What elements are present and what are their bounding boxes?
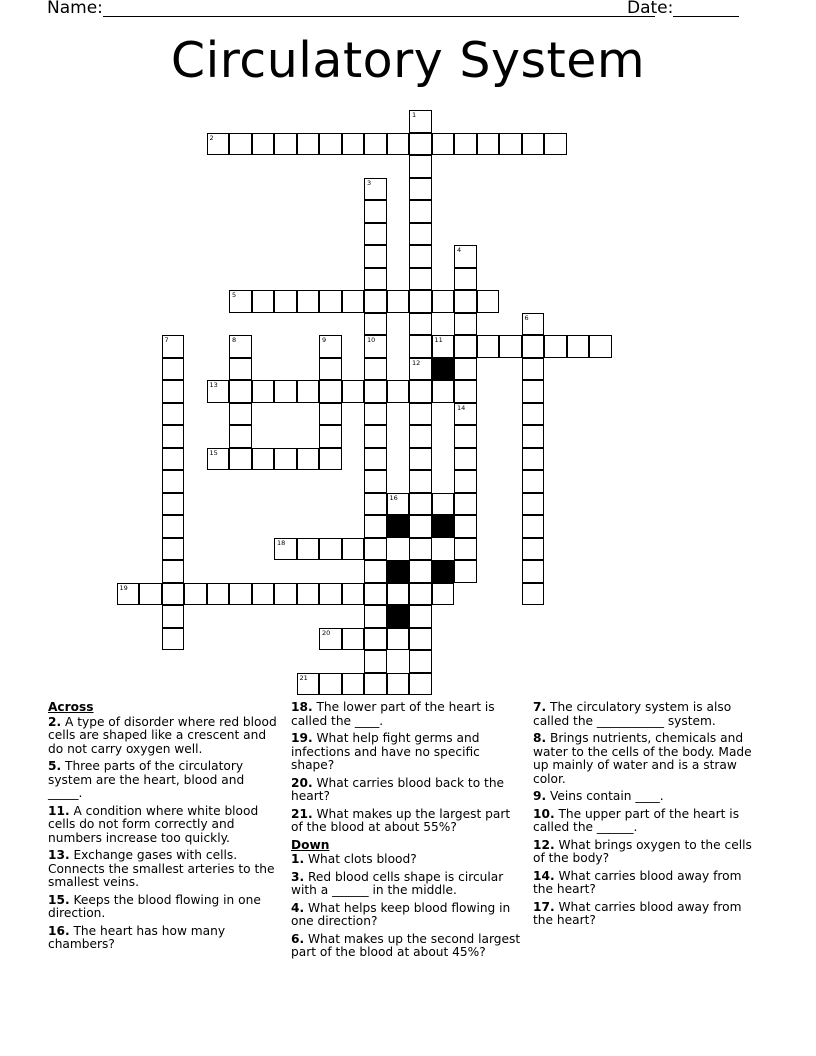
crossword-cell[interactable] — [387, 493, 410, 516]
clue-item-text: What help fight germs and infections and have no specific shape? — [291, 731, 480, 772]
crossword-cell[interactable] — [364, 245, 387, 268]
crossword-cell[interactable] — [342, 583, 365, 606]
crossword-cell[interactable] — [319, 290, 342, 313]
clue-number: 12 — [412, 358, 421, 367]
clues-heading: Down — [291, 837, 330, 852]
crossword-cell[interactable] — [162, 493, 185, 516]
crossword-cell[interactable] — [522, 133, 545, 156]
crossword-cell[interactable] — [162, 515, 185, 538]
crossword-cell[interactable] — [252, 380, 275, 403]
clue-item — [533, 701, 765, 728]
clue-item-text: The upper part of the heart is called the ______. — [533, 806, 740, 834]
crossword-cell[interactable] — [409, 335, 432, 358]
crossword-cell[interactable] — [364, 200, 387, 223]
clue-number: 4 — [457, 246, 462, 254]
crossword-cell[interactable] — [342, 380, 365, 403]
crossword-cell[interactable] — [454, 560, 477, 583]
crossword-cell[interactable] — [252, 448, 275, 471]
clue-item-text: Veins contain ____. — [550, 789, 664, 803]
clue-item-number: 12. — [533, 837, 555, 852]
clue-item — [291, 933, 523, 960]
crossword-cell[interactable] — [364, 560, 387, 583]
clue-item-text: Exchange gases with cells. Connects the smallest arteries to the smallest veins. — [48, 848, 275, 889]
clue-item-text: What helps keep blood flowing in one direction? — [291, 900, 511, 928]
crossword-cell[interactable] — [409, 515, 432, 538]
clue-item-text: The circulatory system is also called the ___________ system. — [533, 700, 732, 728]
crossword-cell[interactable] — [409, 155, 432, 178]
crossword-cell[interactable] — [297, 583, 320, 606]
crossword-cell[interactable] — [409, 358, 432, 381]
crossword-cell[interactable] — [477, 335, 500, 358]
crossword-cell[interactable] — [432, 290, 455, 313]
clue-item — [291, 853, 523, 867]
crossword-cell[interactable] — [499, 133, 522, 156]
block-cell — [432, 358, 455, 381]
clue-number: 9 — [322, 336, 327, 344]
date-label: Date: — [627, 0, 674, 18]
crossword-cell[interactable] — [274, 133, 297, 156]
crossword-cell[interactable] — [229, 133, 252, 156]
block-cell — [387, 515, 410, 538]
crossword-cell[interactable] — [319, 628, 342, 651]
crossword-cell[interactable] — [364, 425, 387, 448]
crossword-cell[interactable] — [162, 335, 185, 358]
crossword-cell[interactable] — [252, 583, 275, 606]
clue-number: 18 — [277, 538, 286, 547]
crossword-cell[interactable] — [454, 538, 477, 561]
crossword-cell[interactable] — [522, 403, 545, 426]
clue-item-text: The lower part of the heart is called the ____. — [291, 700, 495, 728]
crossword-cell[interactable] — [364, 448, 387, 471]
crossword-cell[interactable] — [364, 358, 387, 381]
clue-item-text: Brings nutrients, chemicals and water to the cells of the body. Made up mainly of water and is a straw color. — [533, 731, 752, 786]
crossword-cell[interactable] — [162, 560, 185, 583]
clue-item-text: Red blood cells shape is circular with a ______ in the middle. — [291, 869, 504, 897]
crossword-cell[interactable] — [432, 380, 455, 403]
crossword-cell[interactable] — [229, 425, 252, 448]
crossword-cell[interactable] — [319, 425, 342, 448]
clue-item — [291, 701, 523, 728]
crossword-cell[interactable] — [409, 650, 432, 673]
crossword-cell[interactable] — [342, 628, 365, 651]
crossword-cell[interactable] — [229, 290, 252, 313]
crossword-cell[interactable] — [252, 133, 275, 156]
clue-item-text: What brings oxygen to the cells of the body? — [533, 837, 752, 865]
clue-item-number: 1. — [291, 852, 305, 866]
crossword-cell[interactable] — [364, 538, 387, 561]
crossword-cell[interactable] — [274, 380, 297, 403]
clues-heading: Across — [48, 700, 94, 714]
crossword-cell[interactable] — [364, 628, 387, 651]
clue-item — [533, 870, 765, 897]
clue-item — [291, 777, 523, 804]
clue-number: 10 — [367, 336, 376, 344]
block-cell — [432, 515, 455, 538]
crossword-cell[interactable] — [409, 290, 432, 313]
clue-item-number: 21. — [291, 806, 313, 821]
crossword-cell[interactable] — [364, 650, 387, 673]
clue-item-text: Three parts of the circulatory system are the heart, blood and _____. — [48, 759, 245, 800]
clues-column-3 — [533, 701, 765, 932]
crossword-cell[interactable] — [409, 223, 432, 246]
crossword-cell[interactable] — [454, 245, 477, 268]
clue-number: 14 — [457, 403, 466, 412]
crossword-cell[interactable] — [319, 133, 342, 156]
crossword-cell[interactable] — [522, 313, 545, 336]
crossword-cell[interactable] — [297, 538, 320, 561]
clue-item-number: 20. — [291, 775, 313, 790]
crossword-cell[interactable] — [387, 628, 410, 651]
clue-item — [291, 732, 523, 773]
crossword-cell[interactable] — [117, 583, 140, 606]
clue-item-number: 11. — [48, 803, 70, 818]
crossword-cell[interactable] — [162, 403, 185, 426]
crossword-cell[interactable] — [364, 313, 387, 336]
crossword-cell[interactable] — [522, 493, 545, 516]
crossword-cell[interactable] — [454, 268, 477, 291]
crossword-cell[interactable] — [409, 133, 432, 156]
crossword-cell[interactable] — [364, 133, 387, 156]
crossword-cell[interactable] — [319, 335, 342, 358]
crossword-cell[interactable] — [454, 403, 477, 426]
crossword-cell[interactable] — [522, 560, 545, 583]
clue-item — [48, 760, 280, 801]
crossword-cell[interactable] — [567, 335, 590, 358]
block-cell — [432, 560, 455, 583]
crossword-cell[interactable] — [319, 538, 342, 561]
clue-number: 11 — [434, 336, 443, 344]
clue-item-number: 17. — [533, 899, 555, 914]
crossword-cell[interactable] — [162, 538, 185, 561]
clue-item-text: What carries blood away from the heart? — [533, 868, 742, 896]
clue-item-number: 5. — [48, 759, 62, 773]
crossword-cell[interactable] — [229, 403, 252, 426]
crossword-cell[interactable] — [207, 133, 230, 156]
crossword-cell[interactable] — [319, 380, 342, 403]
clue-item — [291, 871, 523, 898]
crossword-cell[interactable] — [477, 133, 500, 156]
crossword-cell[interactable] — [274, 290, 297, 313]
clue-item-number: 4. — [291, 900, 305, 915]
crossword-cell[interactable] — [409, 245, 432, 268]
clue-number: 16 — [389, 493, 398, 502]
crossword-cell[interactable] — [522, 470, 545, 493]
clue-item-number: 6. — [291, 931, 305, 946]
crossword-cell[interactable] — [409, 538, 432, 561]
crossword-cell[interactable] — [522, 583, 545, 606]
crossword-cell[interactable] — [297, 380, 320, 403]
crossword-cell[interactable] — [162, 380, 185, 403]
clue-number: 1 — [412, 111, 417, 119]
crossword-cell[interactable] — [364, 178, 387, 201]
clue-number: 15 — [209, 448, 218, 457]
crossword-cell[interactable] — [162, 425, 185, 448]
crossword-cell[interactable] — [364, 335, 387, 358]
crossword-cell[interactable] — [454, 380, 477, 403]
crossword-cell[interactable] — [409, 673, 432, 696]
crossword-cell[interactable] — [589, 335, 612, 358]
clue-item — [291, 902, 523, 929]
crossword-cell[interactable] — [274, 538, 297, 561]
clue-item-number: 8. — [533, 731, 547, 745]
crossword-cell[interactable] — [342, 673, 365, 696]
crossword-cell[interactable] — [364, 583, 387, 606]
clue-number: 8 — [232, 336, 237, 344]
clue-number: 13 — [209, 381, 218, 389]
crossword-cell[interactable] — [364, 605, 387, 628]
clue-item-text: A condition where white blood cells do not form correctly and numbers increase too quickly. — [48, 803, 259, 845]
crossword-cell[interactable] — [409, 178, 432, 201]
block-cell — [387, 560, 410, 583]
crossword-cell[interactable] — [454, 313, 477, 336]
clue-number: 19 — [119, 583, 128, 592]
crossword-cell[interactable] — [522, 448, 545, 471]
clue-item — [533, 808, 765, 835]
crossword-cell[interactable] — [477, 290, 500, 313]
crossword-cell[interactable] — [342, 538, 365, 561]
clue-item-text: What carries blood away from the heart? — [533, 899, 742, 927]
crossword-cell[interactable] — [364, 268, 387, 291]
crossword-cell[interactable] — [162, 470, 185, 493]
crossword-cell[interactable] — [364, 673, 387, 696]
crossword-cell[interactable] — [544, 335, 567, 358]
clue-item-text: Keeps the blood flowing in one direction. — [48, 892, 261, 920]
clue-number: 6 — [524, 313, 529, 322]
clue-item-number: 18. — [291, 700, 313, 714]
crossword-cell[interactable] — [252, 290, 275, 313]
crossword-cell[interactable] — [364, 223, 387, 246]
crossword-cell[interactable] — [319, 358, 342, 381]
crossword-cell[interactable] — [297, 133, 320, 156]
crossword-cell[interactable] — [274, 448, 297, 471]
crossword-cell[interactable] — [454, 290, 477, 313]
clue-item-number: 3. — [291, 869, 305, 884]
clue-number: 3 — [367, 178, 372, 187]
crossword-cell[interactable] — [184, 583, 207, 606]
crossword-cell[interactable] — [454, 358, 477, 381]
crossword-cell[interactable] — [409, 470, 432, 493]
crossword-cell[interactable] — [522, 515, 545, 538]
clue-item — [291, 808, 523, 835]
crossword-cell[interactable] — [522, 425, 545, 448]
crossword-cell[interactable] — [409, 628, 432, 651]
crossword-cell[interactable] — [387, 673, 410, 696]
page-title: Circulatory System — [170, 32, 646, 89]
clue-item-number: 9. — [533, 789, 547, 803]
crossword-cell[interactable] — [454, 425, 477, 448]
crossword-cell[interactable] — [432, 583, 455, 606]
crossword-cell[interactable] — [454, 515, 477, 538]
crossword-cell[interactable] — [522, 358, 545, 381]
crossword-cell[interactable] — [454, 493, 477, 516]
clue-item — [48, 716, 280, 757]
clue-item-number: 10. — [533, 806, 555, 821]
crossword-cell[interactable] — [364, 493, 387, 516]
crossword-cell[interactable] — [229, 335, 252, 358]
crossword-cell[interactable] — [499, 335, 522, 358]
crossword-cell[interactable] — [162, 358, 185, 381]
clue-number: 20 — [322, 628, 331, 637]
crossword-cell[interactable] — [409, 605, 432, 628]
crossword-cell[interactable] — [409, 200, 432, 223]
crossword-cell[interactable] — [207, 583, 230, 606]
crossword-cell[interactable] — [342, 290, 365, 313]
crossword-cell[interactable] — [364, 470, 387, 493]
crossword-cell[interactable] — [297, 673, 320, 696]
clue-item — [533, 839, 765, 866]
crossword-cell[interactable] — [409, 380, 432, 403]
name-label: Name: — [47, 0, 103, 18]
crossword-cell[interactable] — [409, 493, 432, 516]
crossword-cell[interactable] — [409, 425, 432, 448]
crossword-cell[interactable] — [409, 110, 432, 133]
crossword-cell[interactable] — [162, 448, 185, 471]
clue-item-number: 2. — [48, 714, 62, 729]
clue-item — [533, 732, 765, 786]
crossword-cell[interactable] — [229, 448, 252, 471]
clue-number: 21 — [299, 673, 308, 682]
clue-item — [48, 849, 280, 890]
clue-item-text: A type of disorder where red blood cells are shaped like a crescent and do not carry oxygen well. — [48, 714, 277, 756]
crossword-cell[interactable] — [319, 403, 342, 426]
crossword-cell[interactable] — [409, 403, 432, 426]
crossword-cell[interactable] — [274, 583, 297, 606]
crossword-cell[interactable] — [387, 583, 410, 606]
crossword-cell[interactable] — [432, 335, 455, 358]
clue-item-number: 13. — [48, 848, 70, 862]
crossword-cell[interactable] — [364, 403, 387, 426]
crossword-cell[interactable] — [229, 583, 252, 606]
crossword-cell[interactable] — [319, 583, 342, 606]
crossword-cell[interactable] — [522, 538, 545, 561]
crossword-cell[interactable] — [297, 290, 320, 313]
clue-item-number: 16. — [48, 923, 70, 938]
crossword-cell[interactable] — [319, 673, 342, 696]
crossword-cell[interactable] — [319, 448, 342, 471]
clue-item — [533, 790, 765, 804]
crossword-cell[interactable] — [544, 133, 567, 156]
clue-item-text: What clots blood? — [308, 852, 417, 866]
crossword-cell[interactable] — [342, 133, 365, 156]
crossword-cell[interactable] — [139, 583, 162, 606]
clue-item-text: What makes up the largest part of the blood at about 55%? — [291, 806, 511, 834]
crossword-cell[interactable] — [387, 380, 410, 403]
crossword-cell[interactable] — [297, 448, 320, 471]
clues-column-1 — [48, 701, 280, 956]
clue-item-text: What makes up the second largest part of the blood at about 45%? — [291, 931, 521, 959]
clue-item-text: What carries blood back to the heart? — [291, 775, 505, 803]
crossword-cell[interactable] — [454, 335, 477, 358]
clue-item — [48, 805, 280, 846]
clue-item — [533, 901, 765, 928]
crossword-cell[interactable] — [454, 470, 477, 493]
crossword-cell[interactable] — [207, 380, 230, 403]
crossword-cell[interactable] — [409, 268, 432, 291]
clue-item-text: The heart has how many chambers? — [48, 923, 226, 951]
crossword-cell[interactable] — [409, 560, 432, 583]
crossword-cell[interactable] — [409, 583, 432, 606]
crossword-cell[interactable] — [229, 380, 252, 403]
clue-item-number: 19. — [291, 731, 313, 745]
clue-item — [48, 894, 280, 921]
crossword-cell[interactable] — [162, 628, 185, 651]
clue-number: 7 — [164, 336, 169, 344]
crossword-cell[interactable] — [364, 380, 387, 403]
crossword-cell[interactable] — [432, 133, 455, 156]
clue-number: 2 — [209, 133, 214, 142]
crossword-cell[interactable] — [162, 583, 185, 606]
crossword-cell[interactable] — [454, 133, 477, 156]
clues-column-2 — [291, 701, 523, 964]
crossword-cell[interactable] — [207, 448, 230, 471]
crossword-cell[interactable] — [454, 448, 477, 471]
block-cell — [387, 605, 410, 628]
crossword-cell[interactable] — [522, 380, 545, 403]
crossword-cell[interactable] — [229, 358, 252, 381]
crossword-cell[interactable] — [409, 313, 432, 336]
crossword-cell[interactable] — [522, 335, 545, 358]
crossword-cell[interactable] — [364, 515, 387, 538]
crossword-cell[interactable] — [409, 448, 432, 471]
clue-item — [48, 925, 280, 952]
crossword-cell[interactable] — [364, 290, 387, 313]
crossword-cell[interactable] — [387, 290, 410, 313]
crossword-cell[interactable] — [432, 493, 455, 516]
clue-number: 5 — [232, 291, 237, 299]
clue-item-number: 15. — [48, 892, 70, 907]
clue-item-number: 7. — [533, 700, 547, 714]
crossword-cell[interactable] — [162, 605, 185, 628]
clue-item-number: 14. — [533, 868, 555, 883]
crossword-cell[interactable] — [387, 133, 410, 156]
